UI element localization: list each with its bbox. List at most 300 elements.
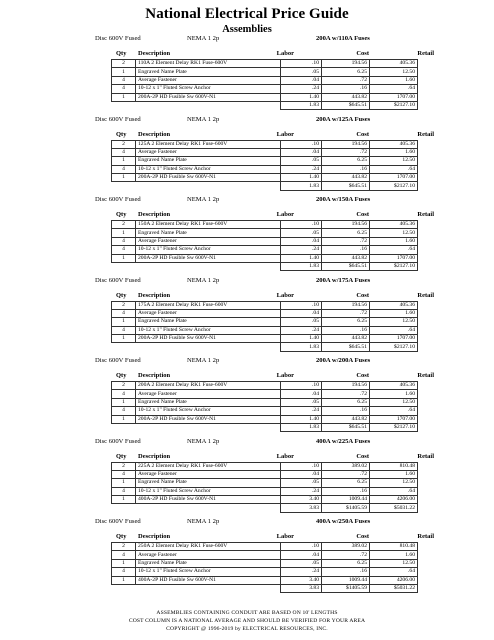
cell-cost: 443.82 (322, 174, 370, 182)
cell-cost: .16 (322, 326, 370, 334)
table-row (112, 76, 418, 84)
cell-description: 10-12 x 1" Fluted Screw Anchor (136, 165, 281, 173)
cell-qty: 4 (112, 237, 136, 245)
cell-labor: 1.40 (281, 174, 322, 182)
cell-labor: 3.40 (281, 576, 322, 584)
cell-cost: 194.56 (322, 140, 370, 148)
table-row (112, 335, 418, 343)
cell-qty: 4 (112, 407, 136, 415)
total-retail: $5031.22 (370, 504, 418, 512)
cell-cost: .16 (322, 85, 370, 93)
cell-labor: .04 (281, 148, 322, 156)
assembly-list (0, 35, 494, 599)
total-spacer (112, 101, 136, 109)
section-type: Disc 600V Fused (95, 357, 141, 364)
total-cost: $1405.59 (322, 504, 370, 512)
cell-description: Engraved Name Plate (136, 157, 281, 165)
cell-cost: .72 (322, 470, 370, 478)
cell-qty: 1 (112, 174, 136, 182)
footer-note-cost: COST COLUMN IS A NATIONAL AVERAGE AND SHOULD BE VERIFIED FOR YOUR AREA (128, 618, 366, 624)
total-spacer (136, 584, 281, 592)
table-row (112, 157, 418, 165)
cell-labor: .05 (281, 157, 322, 165)
cell-qty: 2 (112, 221, 136, 229)
total-labor: 3.83 (281, 504, 322, 512)
table-row (112, 487, 418, 495)
table-row (112, 551, 418, 559)
col-header-description: Description (138, 291, 171, 299)
column-headers (0, 50, 494, 58)
col-header-labor: Labor (276, 130, 294, 138)
cell-cost: 194.56 (322, 301, 370, 309)
total-labor: 1.83 (281, 262, 322, 270)
col-header-description: Description (138, 452, 171, 460)
cell-description: 10-12 x 1" Fluted Screw Anchor (136, 487, 281, 495)
cell-retail: .64 (370, 407, 418, 415)
table-row (112, 407, 418, 415)
cell-cost: 194.56 (322, 60, 370, 68)
cell-retail: .64 (370, 85, 418, 93)
section-header (0, 35, 494, 47)
total-row (112, 504, 418, 512)
table-row (112, 382, 418, 390)
table-row (112, 85, 418, 93)
cell-retail: 405.36 (370, 140, 418, 148)
cell-cost: 443.82 (322, 93, 370, 101)
cell-qty: 2 (112, 60, 136, 68)
total-row (112, 423, 418, 431)
cell-qty: 4 (112, 470, 136, 478)
cell-description: 10-12 x 1" Fluted Screw Anchor (136, 568, 281, 576)
total-cost: $645.51 (322, 262, 370, 270)
cell-cost: 194.56 (322, 382, 370, 390)
section-header (0, 357, 494, 369)
cell-description: 200A-2P HD Fusible Sw 600V-N1 (136, 254, 281, 262)
cell-cost: 194.56 (322, 221, 370, 229)
cell-description: Engraved Name Plate (136, 229, 281, 237)
col-header-description: Description (138, 130, 171, 138)
col-header-description: Description (138, 533, 171, 540)
cell-cost: 1009.44 (322, 496, 370, 504)
column-headers (0, 533, 494, 541)
total-spacer (136, 504, 281, 512)
cell-description: 200A-2P HD Fusible Sw 600V-N1 (136, 335, 281, 343)
section-title: 200A w/150A Fuses (316, 196, 371, 203)
items-table (111, 301, 418, 352)
cell-labor: .24 (281, 487, 322, 495)
section-title: 200A w/125A Fuses (316, 115, 371, 123)
section-nema: NEMA 1 2p (187, 437, 220, 445)
col-header-labor: Labor (276, 211, 294, 218)
col-header-cost: Cost (356, 130, 369, 138)
cell-labor: .05 (281, 318, 322, 326)
col-header-cost: Cost (356, 50, 369, 57)
cell-retail: 1707.00 (370, 254, 418, 262)
section-type: Disc 600V Fused (95, 196, 141, 203)
cell-cost: 443.82 (322, 415, 370, 423)
cell-retail: .64 (370, 326, 418, 334)
total-spacer (112, 423, 136, 431)
cell-qty: 4 (112, 326, 136, 334)
assembly-section (0, 438, 494, 519)
section-header (0, 196, 494, 208)
cell-description: Engraved Name Plate (136, 318, 281, 326)
cell-description: 200A 2 Element Delay RK1 Fuse-600V (136, 382, 281, 390)
assembly-section (0, 518, 494, 599)
cell-description: 10-12 x 1" Fluted Screw Anchor (136, 326, 281, 334)
section-nema: NEMA 1 2p (187, 35, 220, 42)
cell-cost: 1009.44 (322, 576, 370, 584)
cell-cost: 6.25 (322, 559, 370, 567)
col-header-description: Description (138, 372, 171, 379)
cell-labor: 3.40 (281, 496, 322, 504)
cell-description: Average Fastener (136, 309, 281, 317)
col-header-retail: Retail (417, 211, 434, 218)
total-cost: $1405.59 (322, 584, 370, 592)
section-nema: NEMA 1 2p (187, 518, 220, 525)
cell-description: 10-12 x 1" Fluted Screw Anchor (136, 246, 281, 254)
col-header-qty: Qty (116, 211, 127, 218)
col-header-retail: Retail (417, 130, 434, 138)
cell-labor: .05 (281, 229, 322, 237)
cell-cost: 6.25 (322, 398, 370, 406)
cell-retail: 1.60 (370, 237, 418, 245)
cell-qty: 4 (112, 246, 136, 254)
assembly-section (0, 277, 494, 358)
cell-qty: 2 (112, 462, 136, 470)
cell-labor: .04 (281, 390, 322, 398)
total-spacer (112, 343, 136, 351)
cell-labor: .04 (281, 470, 322, 478)
page-title: National Electrical Price Guide (145, 6, 349, 22)
cell-retail: .64 (370, 568, 418, 576)
section-type: Disc 600V Fused (95, 437, 141, 445)
table-row (112, 93, 418, 101)
cell-qty: 4 (112, 309, 136, 317)
col-header-qty: Qty (116, 291, 127, 299)
col-header-qty: Qty (116, 130, 127, 138)
cell-retail: 810.48 (370, 543, 418, 551)
cell-qty: 1 (112, 254, 136, 262)
cell-qty: 1 (112, 559, 136, 567)
col-header-description: Description (138, 50, 171, 57)
total-labor: 1.83 (281, 343, 322, 351)
cell-labor: .24 (281, 246, 322, 254)
items-table (111, 220, 418, 271)
column-headers (0, 292, 494, 300)
cell-retail: 12.50 (370, 479, 418, 487)
cell-qty: 4 (112, 165, 136, 173)
cell-description: 400A-2P HD Fusible Sw 600V-N1 (136, 576, 281, 584)
cell-retail: 405.36 (370, 221, 418, 229)
cell-labor: .10 (281, 221, 322, 229)
total-cost: $645.51 (322, 182, 370, 190)
table-row (112, 148, 418, 156)
section-nema: NEMA 1 2p (187, 115, 220, 123)
total-retail: $2127.10 (370, 262, 418, 270)
cell-labor: .04 (281, 76, 322, 84)
cell-cost: 443.82 (322, 335, 370, 343)
cell-retail: 405.36 (370, 382, 418, 390)
cell-description: Engraved Name Plate (136, 479, 281, 487)
table-row (112, 60, 418, 68)
cell-qty: 1 (112, 318, 136, 326)
cell-retail: 405.36 (370, 60, 418, 68)
cell-description: 10-12 x 1" Fluted Screw Anchor (136, 85, 281, 93)
cell-labor: 1.40 (281, 415, 322, 423)
cell-description: Average Fastener (136, 237, 281, 245)
total-retail: $2127.10 (370, 423, 418, 431)
cell-cost: 389.02 (322, 462, 370, 470)
col-header-cost: Cost (356, 452, 369, 460)
cell-cost: .72 (322, 76, 370, 84)
cell-retail: 1.60 (370, 551, 418, 559)
cell-description: 225A 2 Element Delay RK1 Fuse-600V (136, 462, 281, 470)
footer-copyright: COPYRIGHT @ 1996-2019 by ELECTRICAL RESOURCES, INC. (166, 626, 328, 632)
total-retail: $2127.10 (370, 343, 418, 351)
total-spacer (136, 423, 281, 431)
cell-description: Average Fastener (136, 551, 281, 559)
cell-qty: 2 (112, 140, 136, 148)
items-table (111, 542, 418, 593)
items-table (111, 140, 418, 191)
table-row (112, 576, 418, 584)
cell-labor: .24 (281, 326, 322, 334)
cell-retail: 12.50 (370, 68, 418, 76)
section-header (0, 116, 494, 128)
cell-cost: .16 (322, 246, 370, 254)
table-row (112, 68, 418, 76)
cell-description: Average Fastener (136, 148, 281, 156)
table-row (112, 174, 418, 182)
total-row (112, 182, 418, 190)
table-row (112, 470, 418, 478)
section-header (0, 518, 494, 530)
table-row (112, 318, 418, 326)
col-header-labor: Labor (276, 533, 294, 540)
column-headers (0, 453, 494, 461)
cell-cost: 6.25 (322, 229, 370, 237)
cell-qty: 2 (112, 382, 136, 390)
table-row (112, 543, 418, 551)
cell-labor: .05 (281, 479, 322, 487)
cell-qty: 4 (112, 568, 136, 576)
cell-description: 150A 2 Element Delay RK1 Fuse-600V (136, 221, 281, 229)
cell-labor: 1.40 (281, 335, 322, 343)
col-header-cost: Cost (356, 291, 369, 299)
items-table (111, 462, 418, 513)
section-type: Disc 600V Fused (95, 35, 141, 42)
section-title: 200A w/175A Fuses (316, 276, 371, 284)
cell-retail: 1707.00 (370, 174, 418, 182)
section-title: 400A w/225A Fuses (316, 437, 371, 445)
total-spacer (136, 343, 281, 351)
cell-retail: 810.48 (370, 462, 418, 470)
section-nema: NEMA 1 2p (187, 357, 220, 364)
cell-retail: 12.50 (370, 318, 418, 326)
col-header-cost: Cost (356, 533, 369, 540)
table-row (112, 390, 418, 398)
items-table (111, 59, 418, 110)
cell-description: 200A-2P HD Fusible Sw 600V-N1 (136, 415, 281, 423)
col-header-cost: Cost (356, 211, 369, 218)
total-labor: 1.83 (281, 182, 322, 190)
cell-qty: 1 (112, 398, 136, 406)
cell-description: 175A 2 Element Delay RK1 Fuse-600V (136, 301, 281, 309)
cell-labor: .05 (281, 68, 322, 76)
cell-cost: 6.25 (322, 157, 370, 165)
total-labor: 1.83 (281, 101, 322, 109)
table-row (112, 326, 418, 334)
cell-retail: 1707.00 (370, 93, 418, 101)
total-spacer (112, 262, 136, 270)
table-row (112, 479, 418, 487)
col-header-retail: Retail (417, 50, 434, 57)
cell-cost: .72 (322, 148, 370, 156)
table-row (112, 229, 418, 237)
table-row (112, 496, 418, 504)
cell-qty: 1 (112, 496, 136, 504)
assembly-section (0, 196, 494, 277)
cell-labor: .10 (281, 140, 322, 148)
col-header-qty: Qty (116, 452, 127, 460)
cell-labor: .04 (281, 237, 322, 245)
cell-labor: .04 (281, 309, 322, 317)
table-row (112, 398, 418, 406)
column-headers (0, 131, 494, 139)
col-header-qty: Qty (116, 50, 127, 57)
cell-description: 400A-2P HD Fusible Sw 600V-N1 (136, 496, 281, 504)
cell-description: 250A 2 Element Delay RK1 Fuse-600V (136, 543, 281, 551)
cell-qty: 4 (112, 85, 136, 93)
cell-description: 200A-2P HD Fusible Sw 600V-N1 (136, 93, 281, 101)
cell-retail: .64 (370, 165, 418, 173)
cell-description: Average Fastener (136, 390, 281, 398)
section-nema: NEMA 1 2p (187, 196, 220, 203)
cell-cost: .72 (322, 237, 370, 245)
cell-qty: 1 (112, 479, 136, 487)
total-spacer (112, 504, 136, 512)
total-spacer (136, 262, 281, 270)
cell-description: Average Fastener (136, 470, 281, 478)
table-row (112, 301, 418, 309)
cell-labor: .10 (281, 543, 322, 551)
column-headers (0, 372, 494, 380)
cell-retail: 4206.00 (370, 496, 418, 504)
cell-retail: 1.60 (370, 148, 418, 156)
cell-retail: .64 (370, 246, 418, 254)
cell-cost: .16 (322, 165, 370, 173)
col-header-labor: Labor (276, 452, 294, 460)
total-labor: 3.83 (281, 584, 322, 592)
cell-cost: .72 (322, 390, 370, 398)
cell-description: Engraved Name Plate (136, 398, 281, 406)
table-row (112, 246, 418, 254)
cell-cost: 443.82 (322, 254, 370, 262)
cell-retail: 1.60 (370, 390, 418, 398)
cell-description: 125A 2 Element Delay RK1 Fuse-600V (136, 140, 281, 148)
section-title: 200A w/110A Fuses (316, 35, 370, 42)
cell-cost: .16 (322, 487, 370, 495)
col-header-retail: Retail (417, 533, 434, 540)
total-row (112, 101, 418, 109)
total-spacer (136, 101, 281, 109)
assembly-section (0, 35, 494, 116)
cell-qty: 1 (112, 335, 136, 343)
cell-retail: 1.60 (370, 76, 418, 84)
col-header-retail: Retail (417, 372, 434, 379)
total-retail: $2127.10 (370, 182, 418, 190)
total-row (112, 584, 418, 592)
cell-labor: .10 (281, 301, 322, 309)
table-row (112, 568, 418, 576)
total-cost: $645.51 (322, 101, 370, 109)
cell-qty: 4 (112, 390, 136, 398)
cell-retail: 1707.00 (370, 335, 418, 343)
total-cost: $645.51 (322, 343, 370, 351)
cell-labor: 1.40 (281, 254, 322, 262)
cell-retail: .64 (370, 487, 418, 495)
col-header-qty: Qty (116, 372, 127, 379)
cell-cost: .72 (322, 551, 370, 559)
col-header-retail: Retail (417, 452, 434, 460)
cell-qty: 1 (112, 68, 136, 76)
cell-labor: .05 (281, 398, 322, 406)
table-row (112, 165, 418, 173)
cell-qty: 1 (112, 415, 136, 423)
section-type: Disc 600V Fused (95, 115, 141, 123)
cell-retail: 12.50 (370, 559, 418, 567)
table-row (112, 462, 418, 470)
col-header-qty: Qty (116, 533, 127, 540)
table-row (112, 415, 418, 423)
col-header-labor: Labor (276, 372, 294, 379)
section-header (0, 438, 494, 450)
cell-labor: .10 (281, 60, 322, 68)
cell-labor: 1.40 (281, 93, 322, 101)
cell-qty: 1 (112, 93, 136, 101)
total-spacer (136, 182, 281, 190)
cell-description: 10-12 x 1" Fluted Screw Anchor (136, 407, 281, 415)
cell-labor: .24 (281, 407, 322, 415)
cell-qty: 1 (112, 157, 136, 165)
table-row (112, 237, 418, 245)
section-header (0, 277, 494, 289)
cell-cost: .16 (322, 407, 370, 415)
cell-labor: .04 (281, 551, 322, 559)
cell-retail: 1.60 (370, 470, 418, 478)
cell-labor: .24 (281, 85, 322, 93)
cell-qty: 1 (112, 576, 136, 584)
page-subtitle: Assemblies (222, 24, 272, 35)
cell-cost: .16 (322, 568, 370, 576)
assembly-section (0, 116, 494, 197)
col-header-retail: Retail (417, 291, 434, 299)
total-labor: 1.83 (281, 423, 322, 431)
cell-retail: 12.50 (370, 229, 418, 237)
total-spacer (112, 182, 136, 190)
cell-description: Average Fastener (136, 76, 281, 84)
cell-qty: 4 (112, 148, 136, 156)
col-header-description: Description (138, 211, 171, 218)
cell-retail: 12.50 (370, 157, 418, 165)
cell-labor: .10 (281, 382, 322, 390)
cell-cost: 389.02 (322, 543, 370, 551)
cell-description: 110A 2 Element Delay RK1 Fuse-600V (136, 60, 281, 68)
cell-labor: .24 (281, 568, 322, 576)
col-header-cost: Cost (356, 372, 369, 379)
cell-retail: 405.36 (370, 301, 418, 309)
